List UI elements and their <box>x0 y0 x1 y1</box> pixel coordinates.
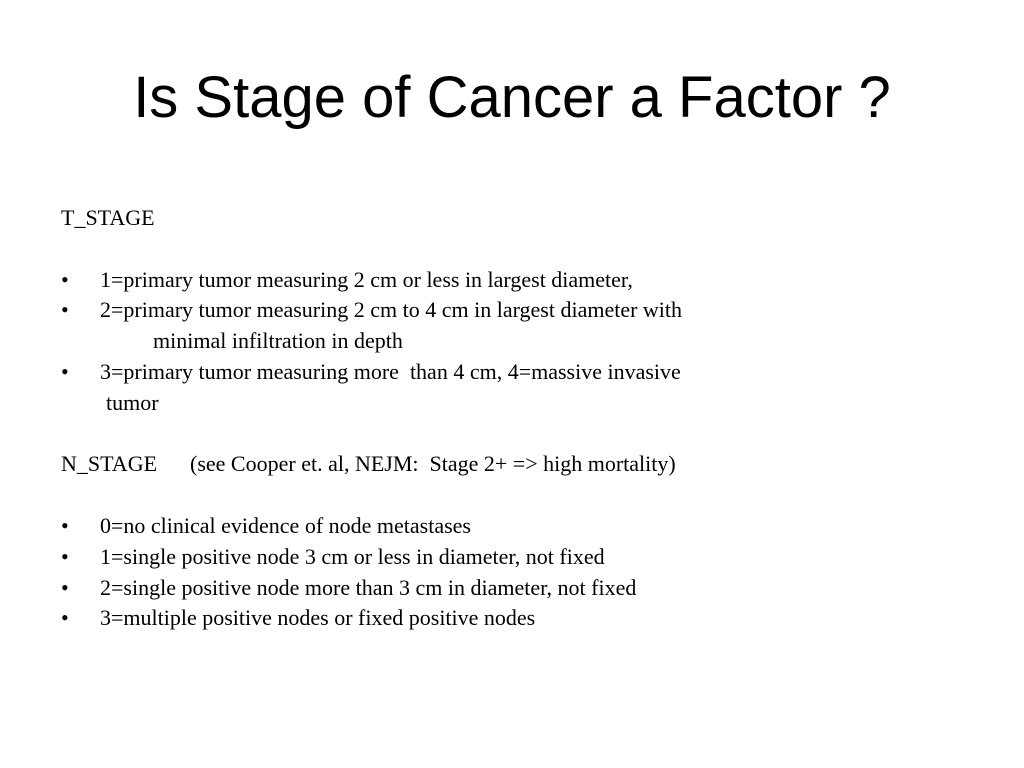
bullet-icon: • <box>61 358 69 384</box>
slide-title: Is Stage of Cancer a Factor ? <box>133 65 891 130</box>
t-stage-item-2-text: 2=primary tumor measuring 2 cm to 4 cm in largest diameter with <box>100 297 683 323</box>
n-stage-item-3 <box>61 573 961 604</box>
bullet-icon: • <box>61 266 69 292</box>
bullet-icon: • <box>61 297 69 323</box>
n-stage-item-1 <box>61 511 961 542</box>
n-stage-heading: N_STAGE <box>61 451 158 477</box>
n-stage-note: (see Cooper et. al, NEJM: Stage 2+ => high mortality) <box>190 451 676 477</box>
slide-body <box>61 203 961 634</box>
n-stage-item-4 <box>61 603 961 634</box>
spacer <box>61 480 961 511</box>
t-stage-item-3-text: 3=primary tumor measuring more than 4 cm, 4=massive invasive <box>100 358 681 384</box>
n-stage-item-2-text: 1=single positive node 3 cm or less in diameter, not fixed <box>100 543 605 569</box>
t-stage-heading: T_STAGE <box>61 205 155 230</box>
t-stage-item-1 <box>61 265 961 296</box>
t-stage-item-3-continuation: tumor <box>106 389 159 415</box>
n-stage-item-1-text: 0=no clinical evidence of node metastases <box>100 512 471 538</box>
t-stage-item-2-continuation: minimal infiltration in depth <box>153 328 403 354</box>
n-stage-item-4-text: 3=multiple positive nodes or fixed positive nodes <box>100 605 536 631</box>
bullet-icon: • <box>61 605 69 631</box>
spacer <box>61 234 961 265</box>
bullet-icon: • <box>61 574 69 600</box>
n-stage-item-3-text: 2=single positive node more than 3 cm in diameter, not fixed <box>100 574 637 600</box>
t-stage-item-1-text: 1=primary tumor measuring 2 cm or less in largest diameter, <box>100 266 633 292</box>
t-stage-item-2 <box>61 295 961 326</box>
t-stage-item-3 <box>61 357 961 388</box>
bullet-icon: • <box>61 512 69 538</box>
n-stage-heading-row <box>61 449 961 480</box>
bullet-icon: • <box>61 543 69 569</box>
n-stage-item-2 <box>61 542 961 573</box>
spacer <box>61 419 961 450</box>
